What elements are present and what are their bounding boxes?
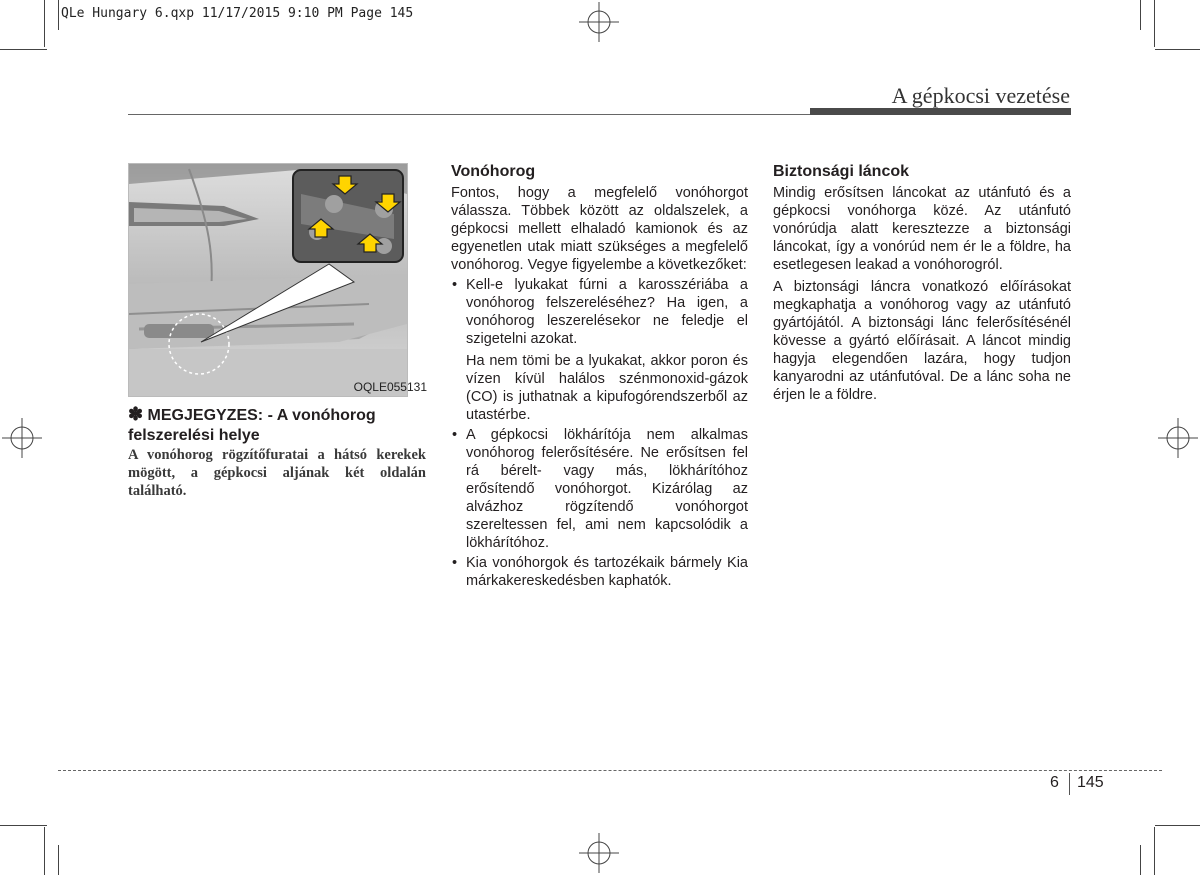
header-rule-accent <box>810 108 1071 115</box>
bullet-item <box>451 554 748 590</box>
note-symbol: ✽ <box>128 404 144 424</box>
bullet-list <box>451 276 748 348</box>
tow-hitch-location-illustration <box>128 163 408 397</box>
paragraph: A biztonsági láncra vonatkozó előírásokat megkaphatja a vonóhorog vagy az utánfutó gyártójától. A biztonsági lánc felerősítésénél kövesse a gyártó előírásait. A láncot mindig hagyja elegendően lazára, hogy tudjon kanyarodni az utánfutóval. De a lánc soha ne érjen le a földre. <box>773 279 1071 403</box>
note-body: A vonóhorog rögzítőfuratai a hátsó kerekek mögött, a gépkocsi aljának két oldalán található. <box>128 447 426 499</box>
figure-code: OQLE055131 <box>353 380 427 394</box>
bullet-continuation: Ha nem tömi be a lyukakat, akkor poron és vízen kívül halálos szénmonoxid-gázok (CO) is juthatnak a kipufogórendszerből az utastérbe. <box>466 353 748 423</box>
print-slug: QLe Hungary 6.qxp 11/17/2015 9:10 PM Page 145 <box>61 6 414 21</box>
paragraph: Mindig erősítsen láncokat az utánfutó és a gépkocsi vonóhorga közé. Az utánfutó vonórúdja alatt keresztezze a biztonsági láncokat, így a vonórúd nem ér le a földre, ha esetlegesen leakad a vonóhorogról. <box>773 185 1071 273</box>
bullet-text: Kell-e lyukakat fúrni a karosszériába a vonóhorog felszereléséhez? Ha igen, a vonóhorog leszerelésekor ne feledje el szigetelni azokat. <box>466 277 748 347</box>
bullet-list <box>451 426 748 590</box>
note-title <box>128 404 428 446</box>
safety-chains-section <box>773 163 1071 404</box>
bullet-text: Kia vonóhorgok és tartozékaik bármely Kia márkakereskedésben kaphatók. <box>466 555 748 589</box>
bullet-item <box>451 426 748 552</box>
footer-rule <box>58 770 1162 771</box>
section-heading: Vonóhorog <box>451 163 536 180</box>
page-number-separator <box>1069 773 1070 795</box>
chapter-number: 6 <box>1050 774 1059 791</box>
section-heading: Biztonsági láncok <box>773 163 910 180</box>
note-title-text: MEGJEGYZES: - A vonóhorog felszerelési helye <box>128 407 376 444</box>
paragraph: Fontos, hogy a megfelelő vonóhorgot válassza. Többek között az oldalszelek, a gépkocsi mellett elhaladó kamionok és az egyenetlen utak miatt szükséges a megfelelő vonóhorog. Vegye figyelembe a következőket: <box>451 185 748 273</box>
running-header-title: A gépkocsi vezetése <box>891 83 1070 108</box>
tow-hitch-section <box>451 163 748 590</box>
bullet-text: A gépkocsi lökhárítója nem alkalmas vonóhorog felerősítésére. Ne erősítsen fel rá bérelt- vagy más, lökhárítóhoz erősítendő vonóhorgot. Kizárólag az alvázhoz rögzítendő vonóhorgot szereltessen fel, ami nem kapcsolódik a lökhárítóhoz. <box>466 427 748 551</box>
bullet-item <box>451 276 748 348</box>
page-number: 145 <box>1077 774 1104 791</box>
header-rule <box>128 114 810 115</box>
